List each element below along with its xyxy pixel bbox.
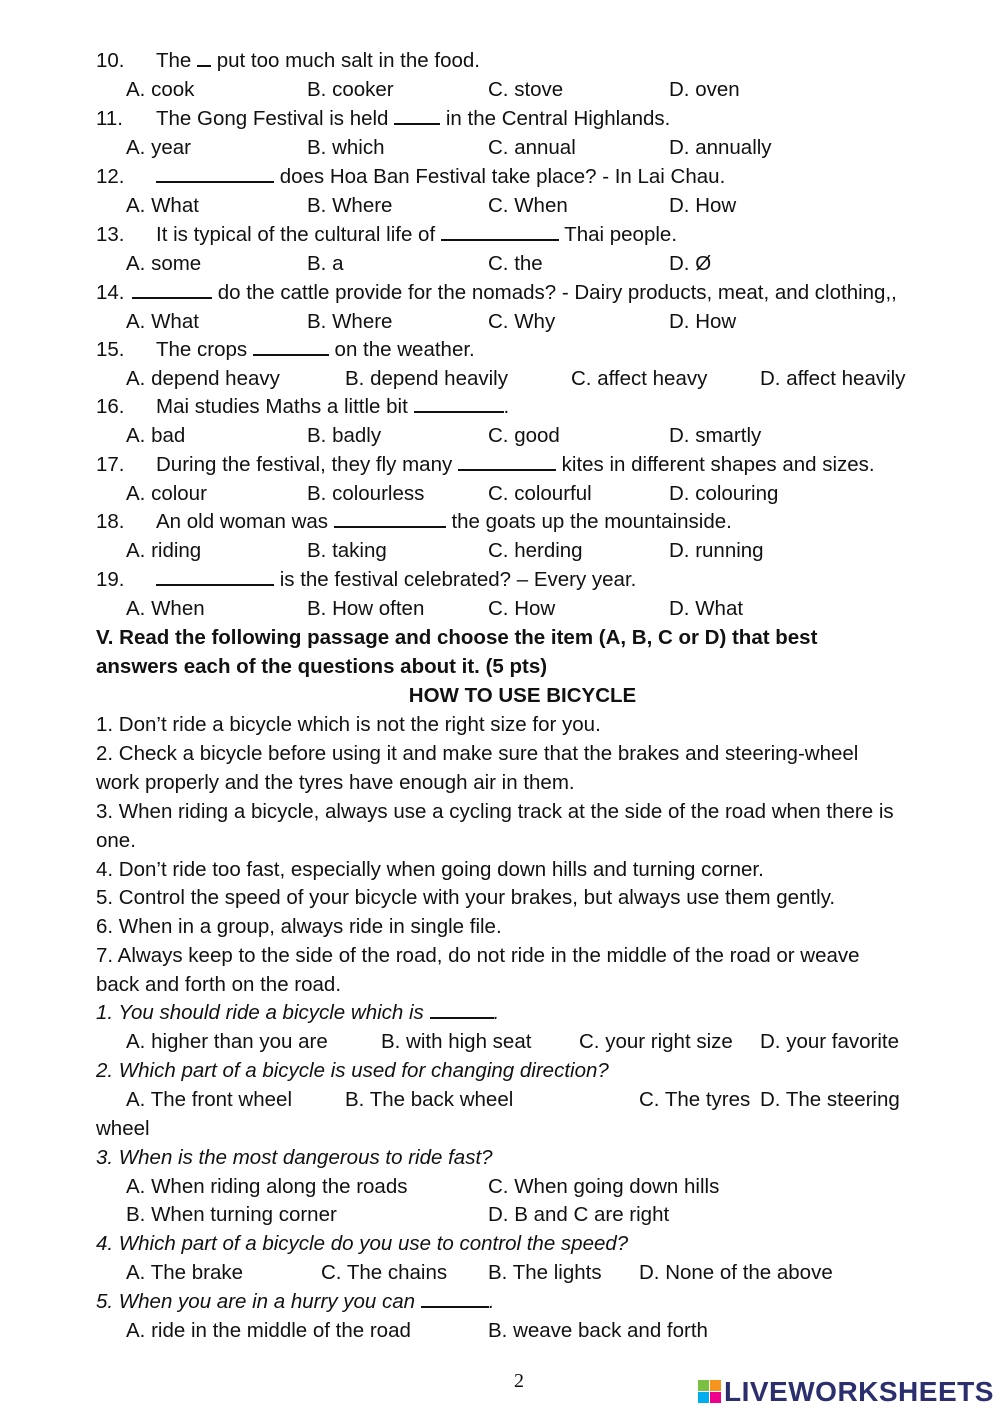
option-c[interactable]: C. the [488, 252, 543, 275]
question-14: 14. do the cattle provide for the nomads? - Dairy products, meat, and clothing,, [96, 281, 897, 304]
option-c[interactable]: C. When [488, 194, 568, 217]
option-a[interactable]: A. When riding along the roads [126, 1175, 408, 1198]
liveworksheets-logo[interactable] [698, 1377, 994, 1407]
question-19: 19. is the festival celebrated? – Every year. [96, 568, 637, 591]
passage-line: 2. Check a bicycle before using it and make sure that the brakes and steering-wheel [96, 742, 859, 765]
page-number: 2 [514, 1370, 524, 1392]
answer-blank[interactable] [334, 508, 446, 528]
option-a[interactable]: A. bad [126, 424, 186, 447]
option-a[interactable]: A. depend heavy [126, 367, 280, 390]
option-c[interactable]: C. Why [488, 310, 556, 333]
option-d[interactable]: D. annually [669, 136, 772, 159]
option-a[interactable]: A. cook [126, 78, 195, 101]
option-c[interactable]: C. good [488, 424, 560, 447]
option-b[interactable]: B. How often [307, 597, 425, 620]
option-c[interactable]: C. your right size [579, 1030, 733, 1053]
passage-line: work properly and the tyres have enough air in them. [96, 771, 575, 794]
option-d[interactable]: D. colouring [669, 482, 779, 505]
liveworksheets-logo-text: LIVEWORKSHEETS [724, 1376, 994, 1407]
option-d[interactable]: D. The steering [760, 1088, 900, 1111]
answer-blank[interactable] [132, 279, 212, 299]
answer-blank[interactable] [421, 1288, 489, 1308]
option-b[interactable]: B. with high seat [381, 1030, 532, 1053]
question-11: 11. The Gong Festival is held in the Central Highlands. [96, 107, 671, 130]
option-c[interactable]: C. annual [488, 136, 576, 159]
reading-question-4: 4. Which part of a bicycle do you use to control the speed? [96, 1232, 629, 1255]
option-a[interactable]: A. colour [126, 482, 207, 505]
option-a[interactable]: A. What [126, 194, 199, 217]
option-b[interactable]: B. taking [307, 539, 387, 562]
passage-line: 7. Always keep to the side of the road, do not ride in the middle of the road or weave [96, 944, 860, 967]
option-a[interactable]: A. riding [126, 539, 202, 562]
option-b[interactable]: B. When turning corner [126, 1203, 337, 1226]
option-b[interactable]: B. The lights [488, 1261, 602, 1284]
passage-line: 3. When riding a bicycle, always use a cycling track at the side of the road when there is [96, 800, 894, 823]
option-b[interactable]: B. which [307, 136, 385, 159]
passage-line: one. [96, 829, 136, 852]
question-12: 12. does Hoa Ban Festival take place? - In Lai Chau. [96, 165, 726, 188]
option-b[interactable]: B. depend heavily [345, 367, 508, 390]
reading-question-2: 2. Which part of a bicycle is used for changing direction? [96, 1059, 609, 1082]
question-15: 15. The crops on the weather. [96, 338, 475, 361]
option-b[interactable]: B. colourless [307, 482, 425, 505]
option-c[interactable]: C. How [488, 597, 556, 620]
answer-blank[interactable] [458, 451, 556, 471]
answer-blank[interactable] [156, 163, 274, 183]
option-b[interactable]: B. cooker [307, 78, 394, 101]
passage-line: 1. Don’t ride a bicycle which is not the right size for you. [96, 713, 601, 736]
answer-blank[interactable] [430, 999, 494, 1019]
option-b[interactable]: B. The back wheel [345, 1088, 514, 1111]
option-b[interactable]: B. Where [307, 310, 393, 333]
option-d[interactable]: D. What [669, 597, 744, 620]
option-c[interactable]: C. When going down hills [488, 1175, 720, 1198]
option-d[interactable]: D. smartly [669, 424, 762, 447]
question-17: 17. During the festival, they fly many kites in different shapes and sizes. [96, 453, 875, 476]
question-18: 18. An old woman was the goats up the mountainside. [96, 510, 732, 533]
option-d[interactable]: D. your favorite [760, 1030, 899, 1053]
reading-question-3: 3. When is the most dangerous to ride fast? [96, 1146, 493, 1169]
option-a[interactable]: A. The brake [126, 1261, 243, 1284]
question-13: 13. It is typical of the cultural life of Thai people. [96, 223, 678, 246]
option-b[interactable]: B. badly [307, 424, 382, 447]
answer-blank[interactable] [414, 393, 504, 413]
option-b[interactable]: B. Where [307, 194, 393, 217]
option-c[interactable]: C. The chains [321, 1261, 448, 1284]
answer-blank[interactable] [197, 47, 211, 67]
option-d[interactable]: D. oven [669, 78, 740, 101]
passage-title: HOW TO USE BICYCLE [408, 684, 637, 707]
section-heading-line2: answers each of the questions about it. (5 pts) [96, 655, 548, 678]
passage-line: back and forth on the road. [96, 973, 342, 996]
option-a[interactable]: A. some [126, 252, 202, 275]
option-d[interactable]: D. affect heavily [760, 367, 906, 390]
option-c[interactable]: C. herding [488, 539, 583, 562]
option-a[interactable]: A. When [126, 597, 205, 620]
option-d[interactable]: D. None of the above [639, 1261, 833, 1284]
option-d[interactable]: D. How [669, 194, 737, 217]
option-c[interactable]: C. affect heavy [571, 367, 708, 390]
passage-line: 5. Control the speed of your bicycle with your brakes, but always use them gently. [96, 886, 836, 909]
answer-blank[interactable] [441, 221, 559, 241]
answer-blank[interactable] [394, 105, 440, 125]
question-10: 10. The put too much salt in the food. [96, 49, 480, 72]
passage-line: 6. When in a group, always ride in single file. [96, 915, 502, 938]
option-a[interactable]: A. higher than you are [126, 1030, 328, 1053]
liveworksheets-logo-icon [698, 1380, 722, 1404]
option-d-wrap: wheel [96, 1117, 150, 1140]
option-a[interactable]: A. year [126, 136, 191, 159]
option-d[interactable]: D. Ø [669, 252, 712, 275]
option-a[interactable]: A. What [126, 310, 199, 333]
reading-question-5: 5. When you are in a hurry you can . [96, 1290, 495, 1313]
reading-question-1: 1. You should ride a bicycle which is . [96, 1001, 500, 1024]
option-d[interactable]: D. running [669, 539, 764, 562]
option-c[interactable]: C. colourful [488, 482, 592, 505]
option-d[interactable]: D. B and C are right [488, 1203, 670, 1226]
option-c[interactable]: C. The tyres [639, 1088, 751, 1111]
answer-blank[interactable] [156, 566, 274, 586]
option-d[interactable]: D. How [669, 310, 737, 333]
option-b[interactable]: B. a [307, 252, 344, 275]
answer-blank[interactable] [253, 336, 329, 356]
option-b[interactable]: B. weave back and forth [488, 1319, 708, 1342]
option-a[interactable]: A. The front wheel [126, 1088, 292, 1111]
question-16: 16. Mai studies Maths a little bit . [96, 395, 510, 418]
option-a[interactable]: A. ride in the middle of the road [126, 1319, 411, 1342]
option-c[interactable]: C. stove [488, 78, 564, 101]
section-heading: V. Read the following passage and choose the item (A, B, C or D) that best [96, 626, 818, 649]
passage-line: 4. Don’t ride too fast, especially when going down hills and turning corner. [96, 858, 764, 881]
